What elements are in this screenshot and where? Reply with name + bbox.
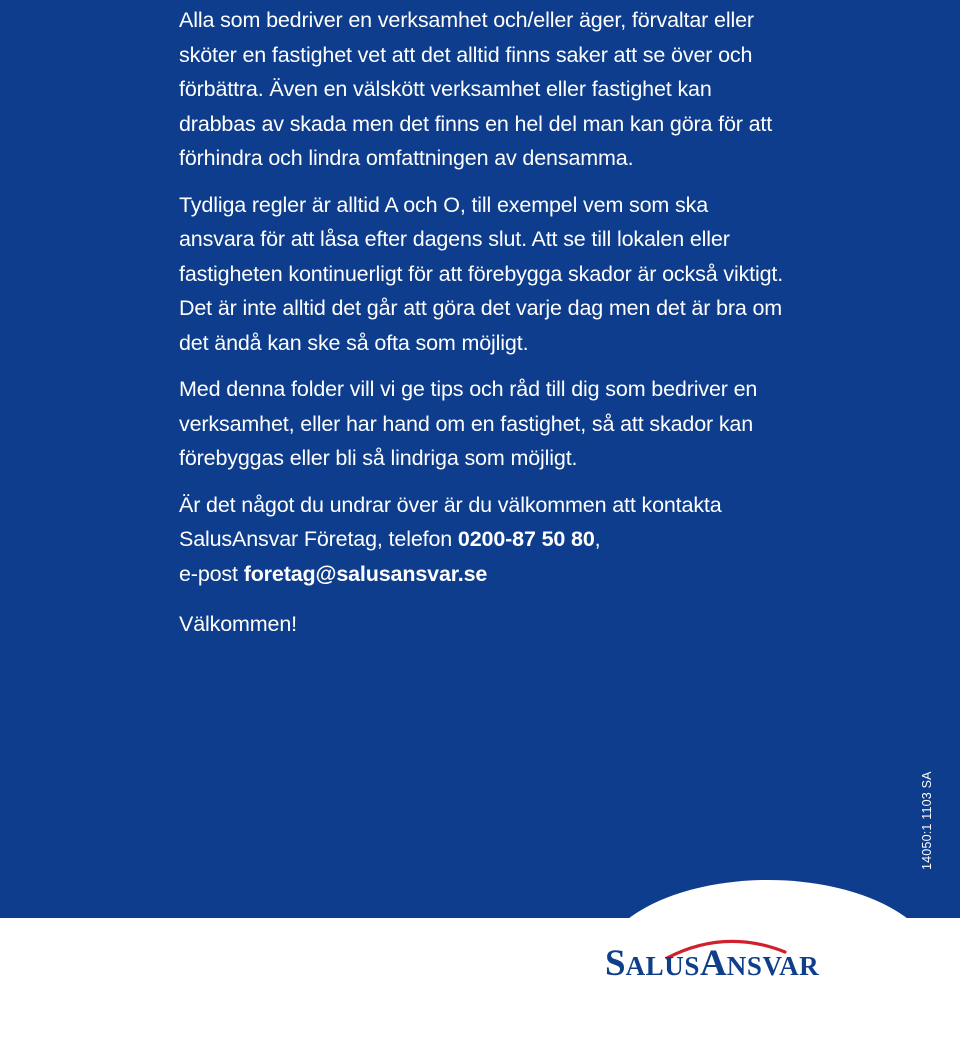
paragraph-intro: Alla som bedriver en verksamhet och/eller äger, förvaltar eller sköter en fastighet vet att det alltid finns saker att se över och förbättra. Även en välskött verksamhet eller fastighet kan drabbas av skada men det finns en hel del man kan göra för att förhindra och lindra omfattningen av densamma.: [179, 8, 773, 170]
body-text: [179, 3, 789, 654]
contact-intro: Är det något du undrar över är du välkommen att kontakta SalusAnsvar Företag, telefon: [179, 492, 722, 551]
logo-wordmark: SALUSANSVAR: [605, 943, 820, 984]
paragraph-rules: Tydliga regler är alltid A och O, till exempel vem som ska ansvara för att låsa efter dagens slut. Att se till lokalen eller fastigheten kontinuerligt för att förebygga skador är också viktigt. Det är inte alltid det går att göra det varje dag men det är bra om det ändå kan ske så ofta som möjligt.: [179, 192, 784, 355]
welcome-text: Välkommen!: [179, 612, 297, 636]
email-label: e-post: [179, 561, 238, 586]
phone-number: 0200-87 50 80: [457, 527, 595, 551]
salusansvar-logo: [605, 930, 885, 982]
paragraph-contact: Är det något du undrar över är du välkommen att kontakta SalusAnsvar Företag, telefon 0200-87 50 80, e-post foretag@salusansvar.se: [179, 492, 722, 586]
email-address: foretag@salusansvar.se: [243, 561, 488, 586]
paragraph-folder: Med denna folder vill vi ge tips och råd till dig som bedriver en verksamhet, eller har hand om en fastighet, så att skador kan förebyggas eller bli så lindriga som möjligt.: [179, 377, 758, 470]
print-code: 14050:1 1103 SA: [920, 771, 934, 870]
